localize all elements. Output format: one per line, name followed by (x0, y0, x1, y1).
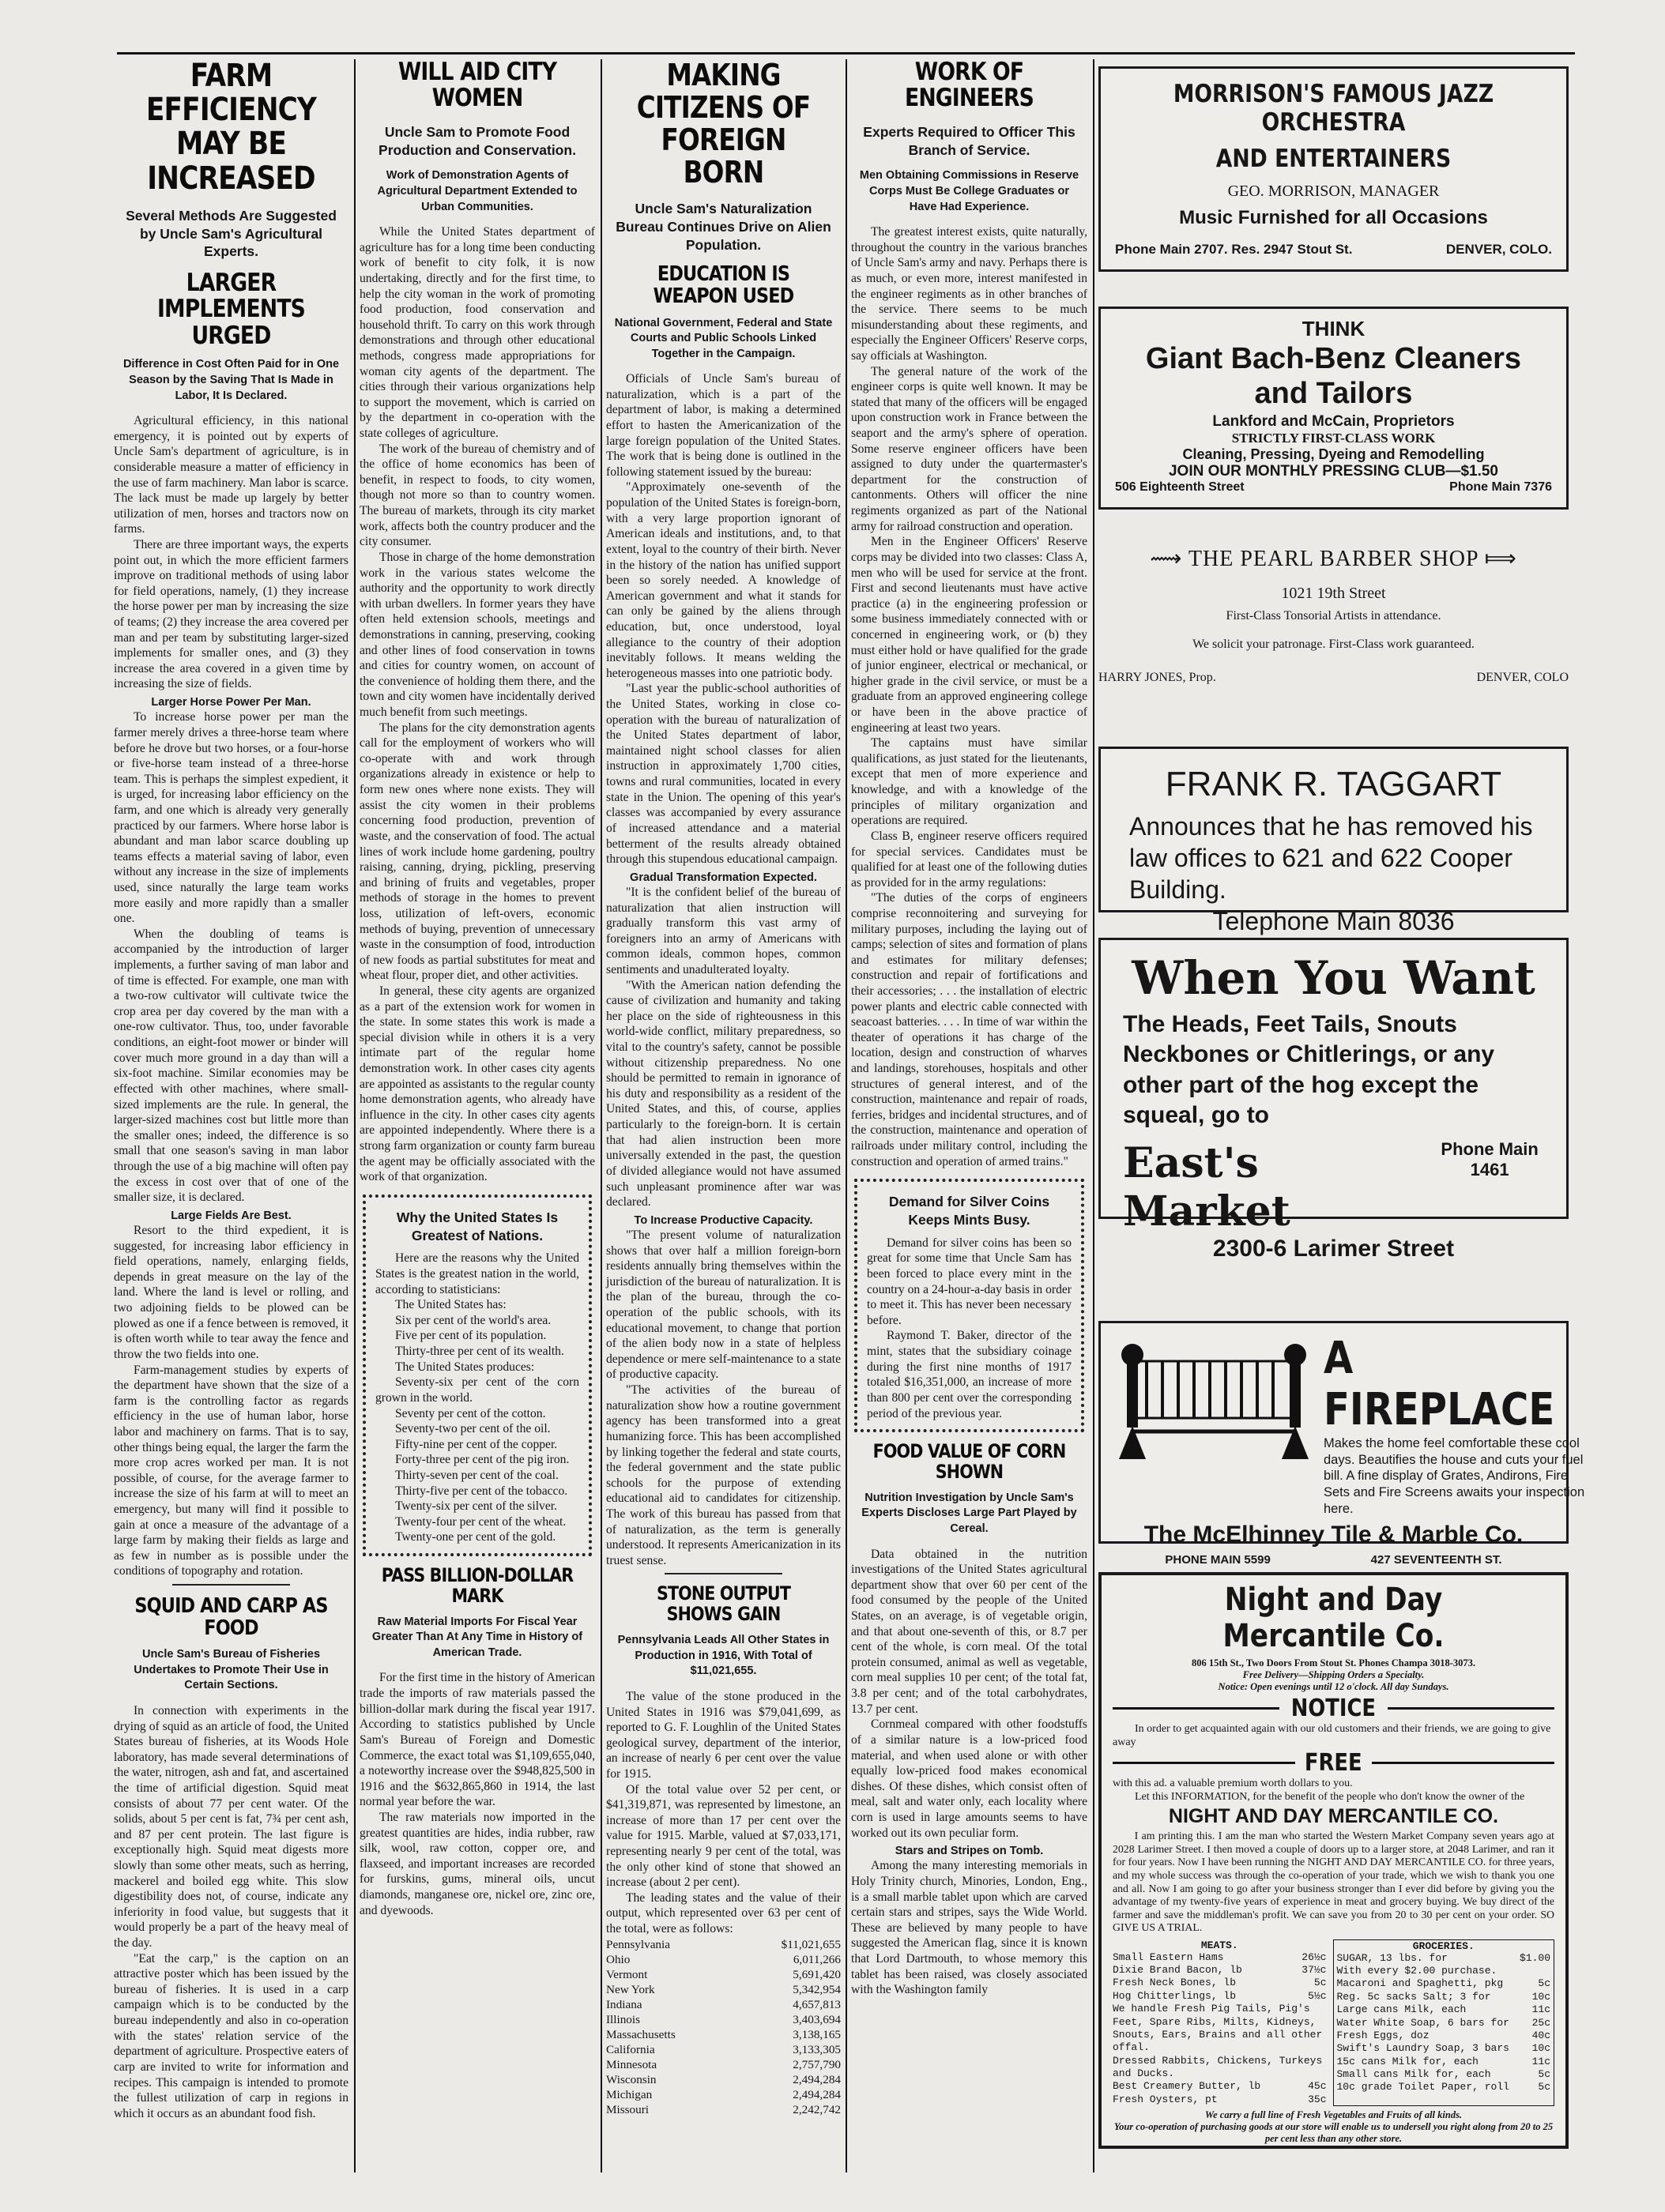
list-item (1113, 1990, 1327, 2003)
list-item (1337, 2081, 1551, 2094)
fact-item: Thirty-five per cent of the tobacco. (394, 1484, 568, 1498)
table-row (606, 2087, 841, 2102)
section-heading: Larger Horse Power Per Man. (151, 696, 311, 709)
item-price: 11c (1531, 2003, 1550, 2016)
paragraph: The United States has: (394, 1298, 507, 1312)
paragraph: In general, these city agents are organized as a part of the extension work for women in the state. In some states this work is made a special division while in others it is a very intimate part of the regular home demonstration work. In other cases city agents are appointed as assistants to the regular county home demonstration agents, who already have influence in the city. In other cases city agents are appointed independently. Where there is a strong farm organization or county farm bureau the agent may be officially associated with the work of that organization. (360, 984, 595, 1184)
ad-contact (1115, 480, 1552, 495)
state-name: Ohio (606, 1952, 631, 1966)
column-rule (1093, 59, 1094, 2172)
table-row (606, 1997, 841, 2012)
paragraph: Of the total value over 52 per cent, or $41,319,871, was represented by limestone, an increase of more than 17 per cent over the value for 1915. Marble, valued at $7,033,171, representing nearly 9 per cent of the total, was the only other kind of stone that showed an increase (about 2 per cent). (606, 1782, 841, 1890)
ad-title: FRANK R. TAGGART (1165, 765, 1502, 803)
fact-item: Twenty-four per cent of the wheat. (394, 1514, 567, 1529)
ad-night-and-day-mercantile (1098, 1572, 1569, 2149)
item-name: Dressed Rabbits, Chickens, Turkeys and Ducks. (1113, 2054, 1323, 2080)
paragraph: Those in charge of the home demonstration work in the various states welcome the authority and the opportunity to work directly with urban dwellers. In former years they have often held extension schools, meetings and demonstrations in canning, preserving, cooking and other lines of food conservation in towns and cities for country women, on account of the convenience of holding them there, and the town and city women have incidentally derived much benefit from such meetings. (360, 550, 595, 720)
item-price: 5c (1313, 1977, 1327, 1989)
state-value: 3,138,165 (793, 2027, 841, 2041)
item-name: Hog Chitterlings, lb (1113, 1989, 1237, 2002)
table-row (606, 1967, 841, 1982)
state-value: 6,011,266 (793, 1952, 841, 1966)
ad-address: 2300-6 Larimer Street (1212, 1235, 1455, 1262)
ad-company: The McElhinney Tile & Marble Co. (1143, 1522, 1524, 1548)
ad-easts-market (1098, 938, 1569, 1262)
ad-title: Night and Day Mercantile Co. (1222, 1582, 1445, 1654)
ad-proprietors: Lankford and McCain, Proprietors (1212, 413, 1455, 431)
deck: Nutrition Investigation by Uncle Sam's Experts Discloses Large Part Played by Cereal. (861, 1491, 1077, 1536)
ad-title: When You Want (1132, 951, 1535, 1005)
state-name: Illinois (606, 2012, 641, 2026)
ad-title: AND ENTERTAINERS (1215, 145, 1452, 173)
item-name: Large cans Milk, each (1336, 2003, 1467, 2016)
subheadline: EDUCATION IS WEAPON USED (653, 262, 794, 309)
divider (172, 1584, 290, 1586)
list-item (1113, 2003, 1327, 2055)
ad-address: 506 Eighteenth Street (1115, 480, 1245, 495)
ad-text: In order to get acquainted again with our old customers and their friends, we are going to give away (1113, 1723, 1551, 1749)
state-name: Indiana (606, 1997, 642, 2011)
ad-title: and Tailors (1254, 376, 1413, 410)
paragraph: "The activities of the bureau of naturalization show how a routine government agency has been transformed into a great humanizing force. This has been accomplished by linking together the federal and state courts, the federal government and the state public schools for the purpose of extending educational aid to candidates for citizenship. The work of this bureau has passed from that of naturalization, as the term is generally understood. It represents Americanization in its truest sense. (606, 1383, 841, 1567)
ad-title: A FIREPLACE (1324, 1333, 1555, 1435)
deck: Men Obtaining Commissions in Reserve Corps Must Be College Graduates or Have Had Experience. (859, 169, 1079, 213)
article-body (114, 1703, 348, 2121)
article-body (851, 1547, 1087, 1998)
item-name: Macaroni and Spaghetti, pkg (1336, 1977, 1504, 1990)
state-value: 2,494,284 (793, 2087, 841, 2101)
list-item (1337, 1965, 1551, 1977)
paragraph: Demand for silver coins has been so great for some time that Uncle Sam has been forced to place every mint in the country on a 24-hour-a-day basis in order to meet it. This has never been necessary before. (867, 1236, 1072, 1327)
free-row (1113, 1749, 1554, 1777)
ad-phone: Phone Main 7376 (1449, 480, 1552, 495)
paragraph: To increase horse power per man the farmer merely drives a three-horse team where before he drove but two horses, or a four-horse or five-horse team instead of a three-horse team. This is perhaps the simplest expedient, it is urged, for increasing labor efficiency on the farm, and one which is already very generally practiced by our farmers. Where horse labor is abundant and man labor scarce doubling up teams effects a material saving of labor, even without any increase in the size of implements used, since naturally the large team works more easily and more rapidly than a smaller one. (114, 710, 348, 926)
notice-row (1113, 1695, 1554, 1722)
ad-address: 427 SEVENTEENTH ST. (1370, 1553, 1502, 1567)
ad-text: Let this INFORMATION, for the benefit of the people who don't know the owner of the (1135, 1791, 1525, 1804)
deck: Several Methods Are Suggested by Uncle Sam's Agricultural Experts. (126, 207, 337, 260)
list-item (1337, 2056, 1551, 2068)
state-name: Vermont (606, 1967, 648, 1981)
ad-phone: Telephone Main 8036 (1212, 907, 1455, 935)
ad-kicker: THINK (1301, 317, 1366, 340)
fact-item: Twenty-six per cent of the silver. (394, 1499, 557, 1514)
state-name: Wisconsin (606, 2072, 657, 2086)
section-heading: Large Fields Are Best. (171, 1209, 292, 1222)
fact-item: Thirty-three per cent of its wealth. (394, 1345, 564, 1359)
section-heading: Stars and Stripes on Tomb. (895, 1845, 1044, 1858)
top-rule (117, 52, 1575, 55)
item-price: 35c (1308, 2093, 1327, 2105)
state-value: 2,242,742 (793, 2102, 841, 2116)
state-name: Michigan (606, 2087, 653, 2101)
paragraph: The leading states and the value of their output, which represented over 63 per cent of the total, were as follows: (606, 1890, 841, 1936)
ad-tagline: Music Furnished for all Occasions (1179, 207, 1488, 228)
item-price: 5c (1538, 1977, 1550, 1990)
table-row (606, 2102, 841, 2117)
item-name: 15c cans Milk for, each (1336, 2055, 1479, 2067)
ad-bach-benz (1098, 307, 1569, 510)
ad-taggart (1098, 747, 1569, 935)
fact-item: Thirty-seven per cent of the coal. (394, 1468, 559, 1482)
state-name: California (606, 2042, 655, 2056)
deck: Experts Required to Officer This Branch of Service. (863, 123, 1075, 158)
paragraph: The plans for the city demonstration agents call for the employment of workers who will co-operate with and work through organizations already in existence or help to form new ones where none exists. They will assist the city women in their problems concerning food production, prevention of waste, and the conservation of food. The actual lines of work include home gardening, poultry raising, canning, drying, pickling, preserving and brining of fruits and vegetables, proper methods of storage in the homes to prevent loss, utilization of left-overs, economic methods of buying, prevention of unnecessary waste in the consumption of food, introduction of new foods as partial substitutes for meat and wheat flour, proper diet, and other activities. (360, 720, 595, 983)
headline: STONE OUTPUT SHOWS GAIN (656, 1582, 791, 1626)
paragraph: The raw materials now imported in the greatest quantities are hides, india rubber, raw silk, wool, raw cotton, copper ore, and flaxseed, and important increases are recorded for furskins, gums, mineral oils, uncut diamonds, manganese ore, nickel ore, zinc ore, and dyewoods. (360, 1810, 595, 1917)
list-item (1113, 1964, 1327, 1977)
subheadline: LARGER IMPLEMENTS URGED (156, 269, 306, 350)
paragraph: "The duties of the corps of engineers comprise reconnoitering and surveying for military purposes, including the laying out of camps; selection of sites and formation of plans and estimates for military defenses; construction and repair of fortifications and their accessories; . . . the installation of electric power plants and electric cable connected with seacoast batteries. . . . In time of war within the theater of operations it has charge of the location, design and construction of wharves and landings, storehouses, hospitals and other structures of general interest, and of the construction, maintenance and repair of roads, ferries, bridges and incidental structures, and of the construction, maintenance and operation of railroads under military control, including the construction and operation of armed trains." (851, 891, 1087, 1168)
ad-line: We solicit your patronage. First-Class work guaranteed. (1192, 638, 1475, 651)
list-item (1337, 1991, 1551, 2003)
ad-phone: PHONE MAIN 5599 (1165, 1553, 1271, 1567)
boxed-article (854, 1179, 1084, 1432)
paragraph: Among the many interesting memorials in Holy Trinity church, Minories, London, Eng., is a small marble tablet upon which are carved certain stars and stripes, says the Wide World. These are believed by many people to have suggested the American flag, since it is known that Lord Dartmouth, to whose memory this tablet has been raised, was closely associated with the Washington family (851, 1859, 1087, 1997)
ad-city: DENVER, COLO. (1445, 242, 1552, 257)
paragraph: Raymond T. Baker, director of the mint, states that the subsidiary coinage during the first nine months of 1917 totaled $16,351,000, an increase of more than 800 per cent over the corresponding period of the previous year. (867, 1329, 1072, 1420)
fact-item: Forty-three per cent of the pig iron. (394, 1453, 570, 1467)
ad-morrison-orchestra (1098, 66, 1569, 272)
state-value: 4,657,813 (793, 1997, 841, 2011)
item-name: Fresh Neck Bones, lb (1113, 1977, 1237, 1989)
deck: Uncle Sam's Naturalization Bureau Continues Drive on Alien Population. (616, 201, 831, 253)
paragraph: "Last year the public-school authorities of the United States, working in close co-operation with the bureau of naturalization of the United States department of labor, maintained night school classes for alien instruction in approximately 1,700 cities, towns and rural communities, located in every state in the Union. The opening of this year's classes was accompanied by every assurance of increased attendance and a material betterment of the results already obtained through this stupendous educational campaign. (606, 682, 841, 867)
ad-manager: GEO. MORRISON, MANAGER (1227, 182, 1440, 200)
headline: WILL AID CITY WOMEN (397, 58, 557, 113)
section-heading: Gradual Transformation Expected. (630, 871, 817, 884)
ad-phone: Phone Main 2707. Res. 2947 Stout St. (1115, 242, 1353, 257)
fact-item: Six per cent of the world's area. (394, 1313, 552, 1327)
item-name: Swift's Laundry Soap, 3 bars (1336, 2042, 1509, 2055)
item-price: 40c (1531, 2029, 1550, 2041)
price-list (1113, 1939, 1554, 2107)
article-body (360, 224, 595, 1185)
article-body (851, 224, 1087, 1169)
state-value: 2,757,790 (793, 2057, 841, 2071)
ad-footer: Your co-operation of purchasing goods at our store will enable us to undersell you right along from 20 to 25 per cent less than any other store. (1113, 2121, 1554, 2145)
fact-item: The United States produces: (394, 1360, 535, 1374)
paragraph: "Approximately one-seventh of the population of the United States is foreign-born, with a very large proportion ignorant of American ideals and institutions, and, to that extent, loyal to the country of their birth. Never in the history of the nation has unified support been so sorely needed. A knowledge of American government and what it stands for can only be gained by the aliens through education, but, once understood, loyal allegiance to the country of their adoption inevitably follows. It means welding the heterogeneous masses into one patriotic body. (606, 480, 841, 680)
state-name: New York (606, 1982, 655, 1996)
headline: SQUID AND CARP AS FOOD (134, 1594, 328, 1641)
item-name: Small Eastern Hams (1113, 1951, 1224, 1963)
ad-line: Free Delivery—Shipping Orders a Specialty. (1242, 1669, 1425, 1680)
list-item (1113, 2094, 1327, 2106)
paragraph: Officials of Uncle Sam's bureau of naturalization, which is a part of the department of labor, is making a determined effort to hasten the Americanization of the large foreign population of the United States. The work that is being done is outlined in the following statement issued by the bureau: (606, 372, 841, 479)
deck: Uncle Sam to Promote Food Production and Conservation. (379, 123, 576, 158)
state-value: 5,691,420 (793, 1967, 841, 1981)
list-item (1337, 2017, 1551, 2030)
paragraph: "Eat the carp," is the caption on an attractive poster which has been issued by the bureau of fisheries. It is used in a carp campaign which is to be conducted by the bureau independently and also in co-operation with the states' relation service of the department of agriculture. Prospective eaters of carp are invited to write for information and recipes. This campaign is intended to promote the fullest utilization of carp in regions in which it occurs as an abundant food fish. (114, 1951, 348, 2120)
ad-line: 806 15th St., Two Doors From Stout St. Phones Champa 3018-3073. (1191, 1657, 1476, 1668)
headline: WORK OF ENGINEERS (904, 58, 1034, 113)
item-name: Small cans Milk for, each (1336, 2068, 1491, 2081)
ad-prop: HARRY JONES, Prop. (1098, 671, 1216, 684)
paragraph: While the United States department of agriculture has for a long time been conducting work of benefit to city folk, it is now undertaking, directly and for the first time, to help the city woman in the work of promoting food production, food conservation and household thrift. To carry on this work through demonstrations and through other educational methods, congress made appropriations for woman city agents of the department. The cities through their various organizations help to support the movement, which is carried on by the department in co-operation with the state colleges of agriculture. (360, 225, 595, 441)
ad-text: Makes the home feel comfortable these cool days. Beautifies the house and cuts your fuel bill. A fine display of Grates, Andirons, Fire Sets and Fire Screens awaits your inspection here. (1324, 1436, 1585, 1516)
item-price: 10c (1531, 1990, 1550, 2003)
column-farm-efficiency (114, 59, 348, 2172)
ad-line: First-Class Tonsorial Artists in attendance. (1226, 609, 1441, 623)
flourish-icon: ⟿ (1150, 547, 1183, 571)
ad-fireplace (1098, 1321, 1585, 1567)
item-name: SUGAR, 13 lbs. for (1336, 1951, 1448, 1964)
ad-city: DENVER, COLO (1476, 671, 1569, 684)
article-body (360, 1670, 595, 1918)
list-item (1113, 2080, 1327, 2093)
ad-body: I am printing this. I am the man who started the Western Market Company seven years ago at 2028 Larimer Street. I then moved a couple of doors up to a larger store, at 2048 Larimer, and ran it for four years. Now I have been running the NIGHT AND DAY MERCANTILE CO. for three years, and my whole success was through the co-operation of your trade, which we wish to thank you one and all. Now I am going to go after your business stronger than I ever did before by giving you the advantage of my twenty-five years of experience in meat and grocery buying. We buy direct of the farmer and save the middleman's profit. We can save you from 20 to 30 per cent on your order. SO GIVE US A TRIAL. (1113, 1830, 1554, 1934)
divider (1372, 1762, 1554, 1764)
column-engineers (851, 59, 1087, 2172)
item-name: We handle Fresh Pig Tails, Pig's Feet, Spare Ribs, Milts, Kidneys, Snouts, Ears, Brains and all other offal. (1113, 2003, 1323, 2054)
item-price: 25c (1531, 2016, 1550, 2029)
boxed-article (363, 1194, 592, 1556)
ad-contact (1115, 1553, 1552, 1567)
item-name: With every $2.00 purchase. (1336, 1965, 1497, 1977)
ad-title-text: THE PEARL BARBER SHOP (1188, 547, 1479, 571)
list-heading: GROCERIES. (1412, 1939, 1475, 1952)
item-price: 26½c (1301, 1951, 1327, 1963)
column-rule (846, 59, 847, 2172)
deck: Work of Demonstration Agents of Agricultural Department Extended to Urban Communities. (377, 169, 578, 213)
state-name: Massachusetts (606, 2027, 676, 2041)
paragraph: The greatest interest exists, quite naturally, throughout the country in the various branches of Uncle Sam's army and navy. Perhaps there is as much, or even more, interest manifested in the engineer regiments as in other branches of the service. There seems to be much misunderstanding about these regiments, and especially the Engineer Officers' Reserve corps, say officials at Washington. (851, 225, 1087, 363)
paragraph: When the doubling of teams is accompanied by the introduction of larger implements, a further saving of man labor and of time is effected. For example, one man with a two-row cultivator will cultivate twice the crop area per day covered by the man with a one-row cultivator. Thus, too, under favorable conditions, an eight-foot mower or binder will cover much more ground in a day than will a six-foot machine. Similar economies may be effected with other machines, where small-sized implements are the rule. In general, the larger-sized machines cost but little more than the smaller ones; indeed, the difference is so small that one season's saving in man labor through the use of a big machine will often pay the excess in cost over that of one of the smaller size, it is declared. (114, 927, 348, 1205)
deck: Difference in Cost Often Paid for in One Season by the Saving That Is Made in Labor, It Is Declared. (122, 358, 340, 402)
list-item (1337, 1952, 1551, 1965)
ad-line: Notice: Open evenings until 12 o'clock. All day Sundays. (1218, 1681, 1449, 1692)
ad-line: Cleaning, Pressing, Dyeing and Remodelling (1182, 446, 1485, 463)
divider (1388, 1707, 1554, 1710)
meats-list (1113, 1939, 1327, 2107)
box-heading: Why the United States Is Greatest of Nations. (396, 1209, 559, 1243)
list-heading: MEATS. (1200, 1939, 1238, 1951)
ad-pearl-barber (1098, 545, 1569, 703)
groceries-list (1333, 1939, 1555, 2107)
headline: FARM EFFICIENCY MAY BE INCREASED (145, 58, 317, 197)
table-row (606, 2057, 841, 2072)
item-name: Fresh Oysters, pt (1113, 2093, 1218, 2105)
item-name: Best Creamery Butter, lb (1113, 2080, 1261, 2093)
column-foreign-born (606, 59, 841, 2172)
state-name: Pennsylvania (606, 1937, 670, 1951)
box-heading: Demand for Silver Coins Keeps Mints Busy. (888, 1194, 1050, 1228)
headline: MAKING CITIZENS OF FOREIGN BORN (636, 58, 811, 190)
paragraph: There are three important ways, the experts point out, in which the more efficient farmers improve on traditional methods of using labor for field operations, namely, (1) they increase the horse power per man by increasing the size of teams; (2) they increase the area covered per man and per team by substituting larger-sized implements for smaller ones, and (3) they increase the area covered in a given time by increasing the size of fields. (114, 537, 348, 691)
deck: Uncle Sam's Bureau of Fisheries Undertakes to Promote Their Use in Certain Sections. (134, 1648, 329, 1692)
item-price: 10c (1531, 2042, 1550, 2055)
ad-line: JOIN OUR MONTHLY PRESSING CLUB—$1.50 (1168, 463, 1499, 480)
state-value: 3,403,694 (793, 2012, 841, 2026)
article-body (606, 371, 841, 1568)
ad-text: with this ad. a valuable premium worth dollars to you. (1113, 1778, 1353, 1790)
ad-footer: We carry a full line of Fresh Vegetables and Fruits of all kinds. (1204, 2109, 1463, 2121)
table-row (606, 2072, 841, 2087)
notice-label: NOTICE (1290, 1695, 1377, 1722)
paragraph: Farm-management studies by experts of the department have shown that the size of a farm is the controlling factor as regards efficiency in the use of human labor, horse labor and machinery on farms. That is to say, other things being equal, the larger the farm the more crop acres worked per man. It is not possible, of course, for the average farmer to increase the size of his farm at will to meet an emergency, but many will find it possible to gain at once a measure of the advantage of a large farm by making their fields as large and as few in number as is possible under the conditions of topography and rotation. (114, 1363, 348, 1578)
item-name: 10c grade Toilet Paper, roll (1336, 2081, 1509, 2094)
state-name: Missouri (606, 2102, 650, 2116)
table-row (606, 1937, 841, 1952)
column-rule (601, 59, 602, 2172)
column-city-women (360, 59, 595, 2172)
item-name: Reg. 5c sacks Salt; 3 for (1336, 1990, 1491, 2003)
state-value: 3,133,305 (793, 2042, 841, 2056)
item-price: 11c (1531, 2055, 1550, 2067)
flourish-icon: ⟾ (1484, 547, 1517, 571)
item-name: Water White Soap, 6 bars for (1336, 2016, 1509, 2029)
andirons-icon (1115, 1333, 1313, 1463)
ad-text-block (1324, 1333, 1592, 1517)
list-item (1113, 2055, 1327, 2081)
fact-item: Fifty-nine per cent of the copper. (394, 1437, 558, 1451)
paragraph: The value of the stone produced in the United States in 1916 was $79,041,699, as reported to G. F. Loughlin of the United States geological survey, department of the interior, an increase of nearly 6 per cent over the value for 1915. (606, 1689, 841, 1781)
item-name: Dixie Brand Bacon, lb (1113, 1964, 1242, 1977)
paragraph: Agricultural efficiency, in this national emergency, it is pointed out by experts of Uncle Sam's department of agriculture, is in considerable measure a matter of efficiency in the use of farm machinery. Man labor is scarce. The lack must be made up largely by better utilization of men, horses and tractors now on farms. (114, 414, 348, 536)
item-name: Fresh Eggs, doz (1336, 2029, 1430, 2041)
list-item (1337, 1977, 1551, 1990)
paragraph: The captains must have similar qualifications, as just stated for the lieutenants, except that men of more experience and knowledge, and with a knowledge of the principles of military organization and operations are required. (851, 736, 1087, 828)
article-body (606, 1689, 841, 1937)
list-item (1337, 2068, 1551, 2081)
fact-item: Five per cent of its population. (394, 1329, 547, 1343)
ad-contact (1115, 242, 1552, 258)
paragraph: Class B, engineer reserve officers required for special services. Candidates must be qualified for at least one of the following duties as provided for in the army regulations: (851, 829, 1087, 890)
divider (1113, 1707, 1279, 1710)
fact-item: Twenty-one per cent of the gold. (394, 1530, 556, 1544)
ad-text: Announces that he has removed his law offices to 621 and 622 Cooper Building. (1129, 812, 1533, 904)
state-value: $11,021,655 (781, 1937, 841, 1951)
state-value: 5,342,954 (793, 1982, 841, 1996)
ad-company: NIGHT AND DAY MERCANTILE CO. (1168, 1805, 1499, 1828)
table-row (606, 1952, 841, 1967)
table-row (606, 2012, 841, 2027)
paragraph: "The present volume of naturalization shows that over half a million foreign-born residents annually bring themselves within the jurisdiction of the bureau of naturalization. It is the plan of the bureau, through the co-operation of the public schools, with its educational movement, to change that portion of the alien body now in a state of helpless dependence or mere self-maintenance to a state of productive capacity. (606, 1228, 841, 1382)
box-body (867, 1236, 1072, 1421)
fact-item: Seventy per cent of the cotton. (394, 1406, 546, 1420)
ad-title (1098, 545, 1569, 572)
deck: Pennsylvania Leads All Other States in Production in 1916, With Total of $11,021,655. (617, 1634, 830, 1678)
free-label: FREE (1305, 1749, 1362, 1778)
paragraph: Resort to the third expedient, it is suggested, for increasing labor efficiency in field operations, namely, enlarging fields, depends in great measure on the lay of the land. Where the land is level or rolling, and two adjoining fields to be plowed can be plowed as one if a fence between is removed, it is often worth while to tear away the fence and throw the two fields into one. (114, 1224, 348, 1361)
table-row (606, 2042, 841, 2057)
ad-market-name: East's Market (1123, 1138, 1290, 1236)
table-row (606, 2027, 841, 2042)
item-price: 37½c (1301, 1964, 1327, 1977)
divider (1113, 1762, 1295, 1764)
paragraph: "With the American nation defending the cause of civilization and humanity and taking her place on the side of righteousness in this world-wide conflict, military preparedness, so vital to the country's safety, cannot be possible without citizenship preparedness. No one should be permitted to remain in ignorance of his duty and responsibility as a resident of the United States, and this, of course, applies particularly to the foreign-born. It is certain that had alien instruction been more universally extended in the past, the question of divided allegiance would not have assumed such unpleasant prominence after war was declared. (606, 978, 841, 1209)
paragraph: Cornmeal compared with other foodstuffs of a similar nature is a low-priced food material, and when used alone or with other equally low-priced food makes economical dishes. Of these dishes, which consist often of meal, salt and water only, each locality where corn is used in large amounts seems to have worked out its own peculiar form. (851, 1717, 1087, 1840)
ad-title: Giant Bach-Benz Cleaners (1145, 342, 1522, 375)
item-price: 5½c (1308, 1989, 1327, 2002)
deck: National Government, Federal and State Courts and Public Schools Linked Together in the Campaign. (614, 316, 833, 360)
item-price: 5c (1538, 2081, 1550, 2094)
paragraph: Here are the reasons why the United States is the greatest nation in the world, according to statisticians: (375, 1251, 579, 1296)
paragraph: The work of the bureau of chemistry and of the office of home economics has been of benefit, in respect to foods, to city women, though not more so than to country women. The bureau of markets, through its city market work, affects both the country producer and the city consumer. (360, 442, 595, 549)
ad-address: 1021 19th Street (1281, 585, 1386, 602)
stone-output-table (606, 1937, 841, 2117)
list-item (1337, 2042, 1551, 2055)
fact-item: Seventy-two per cent of the oil. (394, 1422, 551, 1436)
item-price: 45c (1308, 2080, 1327, 2093)
headline: PASS BILLION-DOLLAR MARK (381, 1563, 574, 1607)
article-body (114, 413, 348, 1579)
table-row (606, 1982, 841, 1997)
ad-top-row (1115, 1333, 1585, 1517)
item-price: $1.00 (1519, 1951, 1550, 1964)
state-value: 2,494,284 (793, 2072, 841, 2086)
section-heading: To Increase Productive Capacity. (634, 1213, 813, 1227)
headline: FOOD VALUE OF CORN SHOWN (872, 1440, 1066, 1484)
ad-phone: Phone Main 1461 (1441, 1138, 1539, 1179)
ad-title: MORRISON'S FAMOUS JAZZ ORCHESTRA (1173, 80, 1494, 137)
ad-line: STRICTLY FIRST-CLASS WORK (1231, 431, 1436, 446)
item-price: 5c (1538, 2068, 1550, 2081)
paragraph: For the first time in the history of American trade the imports of raw materials passed the billion-dollar mark during the fiscal year 1917. According to statistics published by Uncle Sam's Bureau of Foreign and Domestic Commerce, the exact total was $1,109,655,040, a noteworthy increase over the $948,825,500 in 1916 and the $632,865,860 in 1914, the last normal year before the war. (360, 1671, 595, 1809)
list-item (1337, 2030, 1551, 2042)
box-body (375, 1251, 579, 1545)
ad-market-row (1123, 1139, 1544, 1236)
paragraph: "It is the confident belief of the bureau of naturalization that alien instruction will gradually transform this vast army of foreigners into an army of Americans with common ideals, common hopes, common sentiments and unadulterated loyalty. (606, 885, 841, 976)
divider (665, 1573, 782, 1574)
ad-contact (1098, 671, 1569, 685)
paragraph: Data obtained in the nutrition investigations of the United States agricultural department show that over 60 per cent of the food consumed by the people of the United States, on an average, is of vegetable origin, and that about one-seventh of this, or 8.7 per cent of the whole, is corn meal. Of the total protein consumed, animal as well as vegetable, corn meal supplies 10 per cent; of the total fat, 3.8 per cent; and of the total carbohydrates, 13.7 per cent. (851, 1547, 1087, 1716)
paragraph: Men in the Engineer Officers' Reserve corps may be divided into two classes: Class A, men who will be used for service at the front. First and second lieutenants must have active practice (a) in the engineering profession or some business immediately connected with or concerned in engineering work, or (b) they must either hold or have qualified for the grade of junior engineer, electrical or mechanical, or higher grade in the civil service, or must be a graduate from an approved engineering college or have been in the above practice of engineering at least two years. (851, 535, 1087, 735)
paragraph: The general nature of the work of the engineer corps is quite well known. It may be stated that many of the officers will be engaged upon construction work in France between the seaport and the army's sphere of operation. Some reserve engineer officers have been assigned to duty under the quartermaster's department for the construction of cantonments. Others will officer the nine regiments organized as part of the National army for railroad construction and operation. (851, 364, 1087, 533)
list-item (1113, 1977, 1327, 1989)
list-item (1337, 2003, 1551, 2016)
paragraph: In connection with experiments in the drying of squid as an article of food, the United States bureau of fisheries, at its Woods Hole laboratory, has made several determinations of the water, nitrogen, ash and fat, and ascertained the time of artificial digestion. Squid meat consists of about 77 per cent water. Of the solids, about 5 per cent is fat, 7¾ per cent ash, and 87 per cent protein. The last figure is exceptionally high. Squid meat digests more slowly than some other meats, such as herring, mackerel and boiled egg white. This slow digestibility does not, of course, indicate any inferiority in food value, but suggests that it would properly be a part of the heavy meal of the day. (114, 1703, 348, 1951)
deck: Raw Material Imports For Fiscal Year Greater Than At Any Time in History of American Trade. (371, 1615, 583, 1659)
state-name: Minnesota (606, 2057, 657, 2071)
column-rule (354, 59, 356, 2172)
ad-text: The Heads, Feet Tails, Snouts Neckbones or Chitlerings, or any other part of the hog except the squeal, go to (1123, 1011, 1495, 1129)
fact-item: Seventy-six per cent of the corn grown in the world. (375, 1375, 579, 1405)
list-item (1113, 1951, 1327, 1964)
